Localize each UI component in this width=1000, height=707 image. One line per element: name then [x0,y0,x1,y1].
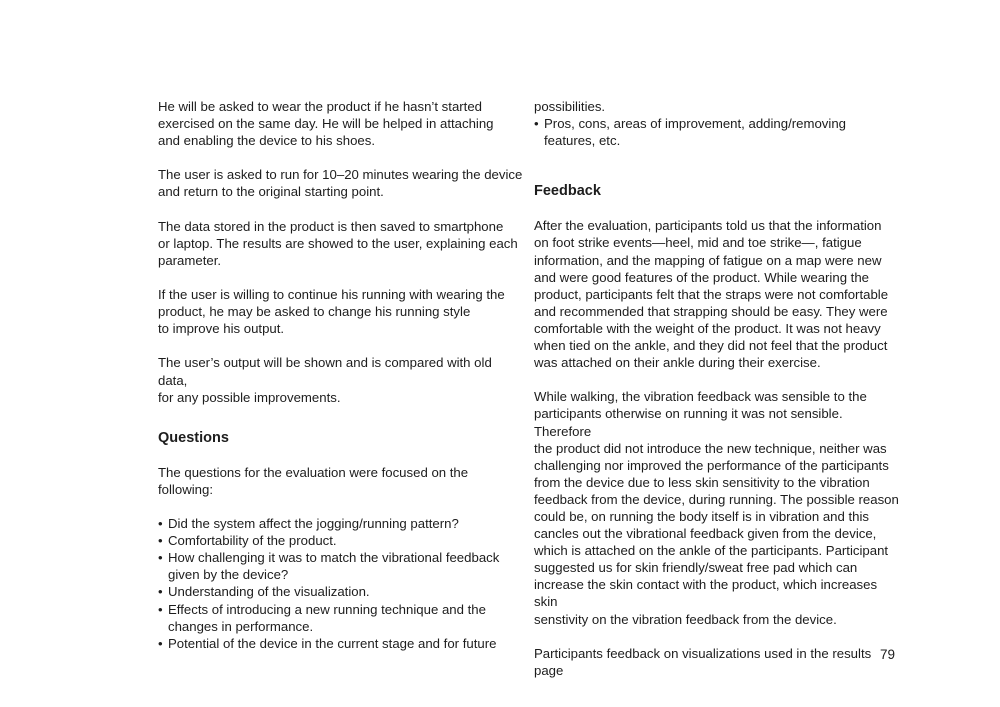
paragraph-continue-running: If the user is willing to continue his running with wearing the product, he may be asked to change his running style to improve his output. [158,287,505,337]
feedback-heading: Feedback [534,183,601,200]
list-item: • Pros, cons, areas of improvement, adding/removing features, etc. [534,115,902,149]
questions-intro: The questions for the evaluation were focused on the following: [158,464,469,497]
feedback-paragraph-evaluation: After the evaluation, participants told us that the information on foot strike events—heel, mid and toe strike—, fatigue information, and the mapping of fatigue on a map were new and were good features of the product. While wearing the product, participants felt that the straps were not comfortable and recommended that strapping should be easy. They were comfortable with the weight of the product. It was not heavy when tied on the ankle, and they did not feel that the product was attached on their ankle during their exercise. [534,218,889,371]
questions-list [158,515,524,652]
list-item: • Effects of introducing a new running technique and the changes in performance. [158,601,524,635]
page-number: 79 [880,647,896,662]
continuation-list [534,115,902,149]
paragraph-data-stored: The data stored in the product is then saved to smartphone or laptop. The results are showed to the user, explaining each parameter. [158,218,518,268]
list-item: • Understanding of the visualization. [158,583,524,600]
paragraph-run-duration: The user is asked to run for 10–20 minutes wearing the device and return to the original starting point. [158,167,523,200]
paragraph-user-output: The user’s output will be shown and is compared with old data, for any possible improvements. [158,355,492,405]
right-column [534,98,902,696]
list-item: • Did the system affect the jogging/running pattern? [158,515,524,532]
list-item: • Comfortability of the product. [158,532,524,549]
continuation-text: possibilities. [534,99,606,114]
feedback-paragraph-visualizations: Participants feedback on visualizations used in the results page [534,645,872,678]
paragraph-wear-product: He will be asked to wear the product if he hasn’t started exercised on the same day. He will be helped in attaching and enabling the device to his shoes. [158,99,494,149]
list-item: • Potential of the device in the current stage and for future [158,635,524,652]
left-column [158,98,524,652]
list-item: • How challenging it was to match the vibrational feedback given by the device? [158,549,524,583]
feedback-paragraph-vibration: While walking, the vibration feedback was sensible to the participants otherwise on running it was not sensible. Therefore the product did not introduce the new technique, neither was challenging nor improved the performance of the participants from the device due to less skin sensitivity to the vibration feedback from the device, during running. The possible reason could be, on running the body itself is in vibration and this cancles out the vibrational feedback given from the device, which is attached on the ankle of the participants. Participant suggested us for skin friendly/sweat free pad which can increase the skin contact with the product, which increases skin senstivity on the vibration feedback from the device. [534,389,899,627]
questions-heading: Questions [158,429,229,446]
